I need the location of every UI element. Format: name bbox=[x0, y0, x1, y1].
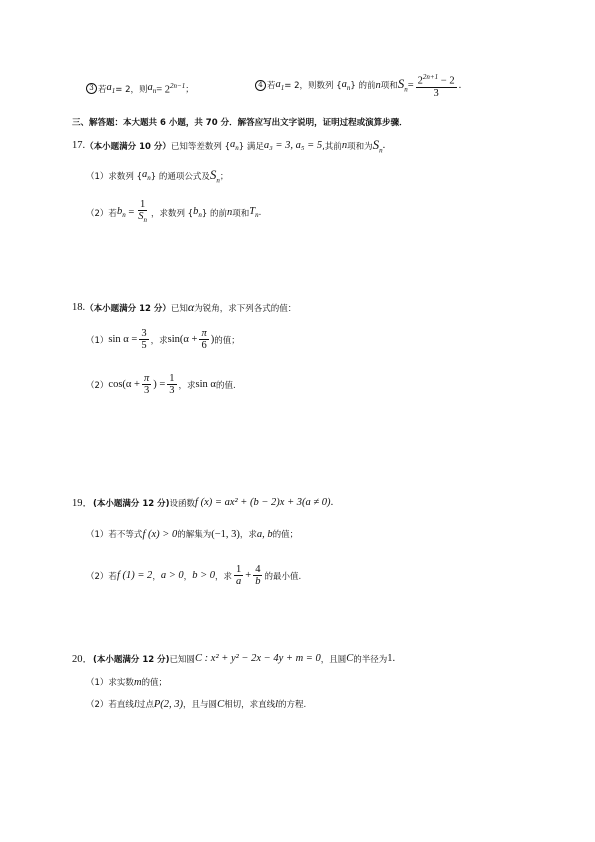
q19-p2-a: 若 bbox=[108, 571, 117, 582]
q18-p2-end: 的值. bbox=[215, 380, 236, 391]
q17-condition: a₃ = 3, a₅ = 5 bbox=[263, 140, 323, 152]
q17-stem bbox=[72, 137, 385, 155]
q18-p1-label: （1） bbox=[86, 335, 109, 346]
q20-p2-b: 过点 bbox=[136, 700, 154, 710]
q17-n: n bbox=[341, 140, 348, 152]
q17-p2-bn: $b_n$ bbox=[116, 206, 126, 220]
item4-S: $S_n$ bbox=[397, 76, 408, 95]
q17-p2-d: 项和 bbox=[232, 208, 250, 219]
q17-stem-d: 项和为 bbox=[347, 141, 373, 152]
q19-p1-label: （1） bbox=[86, 530, 109, 540]
q20-p1-label: （1） bbox=[86, 678, 109, 688]
q18-p1-b: ，求 bbox=[150, 335, 168, 346]
circled-number-4: 4 bbox=[255, 80, 266, 91]
q19-p1-set: (−1, 3) bbox=[211, 528, 240, 540]
q20-part2 bbox=[86, 698, 306, 710]
item4-if: 若 bbox=[267, 81, 276, 92]
q19-number: 19． bbox=[72, 498, 93, 509]
item4-eq2: = bbox=[407, 79, 414, 91]
q19-end: . bbox=[330, 497, 334, 508]
q19-p1-vars: a, b bbox=[256, 528, 273, 540]
q19-function: f (x) = ax² + (b − 2)x + 3(a ≠ 0) bbox=[195, 497, 331, 508]
q18-p2-close: ) = bbox=[153, 379, 166, 390]
q19-p2-f1: f (1) = 2 bbox=[116, 570, 153, 581]
q18-p2-b: ，求 bbox=[178, 380, 196, 391]
item-4 bbox=[255, 72, 461, 99]
item4-an: $a_n$ bbox=[341, 78, 351, 92]
q17-p2-eq: = bbox=[125, 207, 135, 219]
q19-stem bbox=[72, 495, 333, 510]
q17-stem-c: ,其前 bbox=[322, 141, 342, 152]
q19-p2-fraction-1-a: $\frac{1}{a}$ bbox=[236, 564, 242, 587]
item4-mid2: 项和 bbox=[380, 81, 398, 92]
q19-p1-end: 的值； bbox=[272, 530, 299, 540]
q19-p1-a: 若不等式 bbox=[108, 530, 143, 540]
item3-end: ； bbox=[185, 84, 194, 95]
q18-p1-fraction: $\frac{3}{5}$ bbox=[141, 328, 147, 351]
item4-end: . bbox=[458, 79, 462, 91]
q20-circle-equation: C : x² + y² − 2x − 4y + m = 0 bbox=[195, 653, 321, 664]
q20-stem bbox=[72, 651, 395, 666]
q20-radius: 1 bbox=[387, 653, 393, 664]
q20-p2-C: C bbox=[217, 698, 225, 710]
q17-part1 bbox=[86, 167, 228, 185]
circled-number-3: 3 bbox=[86, 83, 97, 94]
q17-number: 17. bbox=[72, 140, 86, 152]
q20-C: C bbox=[346, 653, 354, 664]
q20-p2-end: 的方程. bbox=[278, 700, 307, 710]
q18-stem bbox=[72, 300, 296, 315]
item3-eq2: = $2^{2n-1}$ bbox=[156, 82, 186, 96]
item3-a1: $a_1$ bbox=[106, 82, 116, 96]
q20-number: 20． bbox=[72, 654, 93, 665]
q20-stem-c: 的半径为 bbox=[353, 654, 388, 665]
item4-fraction: $\frac{2^{2n+1} - 2}{3}$ bbox=[417, 73, 455, 99]
q20-p1-end: 的值； bbox=[141, 678, 168, 688]
q17-p2-fraction: $\frac{1}{S_n}$ bbox=[138, 199, 147, 225]
q19-p2-label: （2） bbox=[86, 571, 109, 582]
q17-p1-an: $a_n$ bbox=[142, 169, 151, 183]
q20-p2-l2: l bbox=[275, 698, 279, 710]
q18-p2-fraction: $\frac{1}{3}$ bbox=[169, 373, 175, 396]
q17-p1-b: } 的通项公式及 bbox=[150, 171, 210, 182]
q18-alpha: α bbox=[187, 300, 195, 314]
q19-part2 bbox=[86, 564, 301, 587]
q17-p2-b: ，求数列 { bbox=[150, 208, 194, 219]
q19-p2-plus: + bbox=[245, 570, 252, 581]
q19-p2-b: ，求 bbox=[215, 571, 233, 582]
q18-p1-end: 的值； bbox=[214, 335, 240, 346]
q20-stem-a: 已知圆 bbox=[169, 654, 196, 665]
q18-part2 bbox=[86, 373, 236, 396]
q18-p1-pi-fraction: $\frac{\pi}{6}$ bbox=[201, 328, 207, 351]
q17-stem-b: } 满足 bbox=[238, 141, 264, 152]
q17-p1-a: 求数列 { bbox=[108, 171, 143, 182]
q17-p2-bn2: $b_n$ bbox=[193, 206, 202, 220]
q17-p1-Sn: $S_n$ bbox=[209, 167, 220, 185]
q17-p2-a: 若 bbox=[108, 208, 117, 219]
section-3-heading: 三、解答题：本大题共 6 小题，共 70 分．解答应写出文字说明，证明过程或演算步骤． bbox=[72, 118, 408, 128]
q18-part1 bbox=[86, 328, 240, 351]
item-3 bbox=[86, 82, 194, 96]
q18-p1-close: ) bbox=[210, 334, 215, 345]
q18-p2-sin: sin α bbox=[195, 379, 216, 390]
item3-eq: = 2，则 bbox=[115, 84, 148, 95]
q17-p1-label: （1） bbox=[86, 171, 109, 182]
q17-Sn: $S_n$ bbox=[372, 137, 383, 155]
q19-p1-inequality: f (x) > 0 bbox=[142, 528, 178, 540]
q20-p2-point: P(2, 3) bbox=[153, 698, 184, 710]
q17-an: $a_n$ bbox=[230, 139, 239, 153]
q19-score: (本小题满分 12 分) bbox=[93, 498, 170, 509]
q17-score: （本小题满分 10 分） bbox=[85, 141, 171, 152]
q20-score: (本小题满分 12 分) bbox=[93, 654, 170, 665]
q17-p2-end: . bbox=[258, 207, 262, 218]
q19-p1-b: 的解集为 bbox=[177, 530, 212, 540]
item3-if: 若 bbox=[98, 84, 107, 95]
q20-p2-l: l bbox=[133, 698, 137, 710]
q18-p2-cos: cos(α + bbox=[108, 379, 140, 390]
q18-p1-expr: sin(α + bbox=[167, 334, 198, 345]
q18-number: 18. bbox=[72, 302, 86, 313]
item4-mid: } 的前 bbox=[350, 81, 376, 92]
item4-a1: $a_1$ bbox=[275, 78, 285, 92]
q17-p2-c: } 的前 bbox=[201, 208, 227, 219]
q19-stem-a: 设函数 bbox=[169, 498, 196, 509]
q19-part1 bbox=[86, 528, 298, 540]
q19-p2-a-positive: a > 0 bbox=[160, 570, 184, 581]
q19-p2-sep2: ， bbox=[183, 571, 193, 582]
q20-p2-a: 若直线 bbox=[108, 700, 134, 710]
q20-stem-b: ，且圆 bbox=[320, 654, 347, 665]
q20-p1-m: m bbox=[133, 676, 142, 688]
q17-p2-Tn: $T_n$ bbox=[249, 206, 259, 220]
q17-p2-n: n bbox=[226, 207, 233, 219]
q19-p2-end: 的最小值. bbox=[264, 571, 302, 582]
item3-an: $a_n$ bbox=[147, 82, 157, 96]
q20-p2-label: （2） bbox=[86, 700, 109, 710]
q17-stem-a: 已知等差数列 { bbox=[170, 141, 230, 152]
q17-p1-end: ； bbox=[219, 171, 229, 182]
q20-p2-c: ，且与圆 bbox=[183, 700, 218, 710]
q17-end: . bbox=[382, 140, 386, 152]
q18-p1-sin: sin α = bbox=[108, 334, 138, 345]
q18-p2-label: （2） bbox=[86, 380, 109, 391]
q18-stem-a: 已知 bbox=[170, 303, 188, 314]
q20-p1-a: 求实数 bbox=[108, 678, 134, 688]
item4-n: n bbox=[375, 79, 381, 91]
q19-p2-b-positive: b > 0 bbox=[192, 570, 216, 581]
q17-p2-label: （2） bbox=[86, 208, 109, 219]
q19-p1-c: ，求 bbox=[239, 530, 257, 540]
q20-part1 bbox=[86, 676, 167, 688]
q17-part2 bbox=[86, 199, 261, 226]
q20-end: . bbox=[392, 653, 396, 664]
q18-score: （本小题满分 12 分） bbox=[85, 303, 171, 314]
q19-p2-fraction-4-b: $\frac{4}{b}$ bbox=[255, 564, 261, 587]
q18-p2-pi-fraction: $\frac{\pi}{3}$ bbox=[143, 373, 150, 396]
item4-eq: = 2，则数列 { bbox=[284, 81, 342, 92]
q18-stem-b: 为锐角，求下列各式的值： bbox=[194, 303, 297, 314]
q20-p2-d: 相切，求直线 bbox=[224, 700, 276, 710]
q19-p2-sep1: ， bbox=[152, 571, 161, 582]
